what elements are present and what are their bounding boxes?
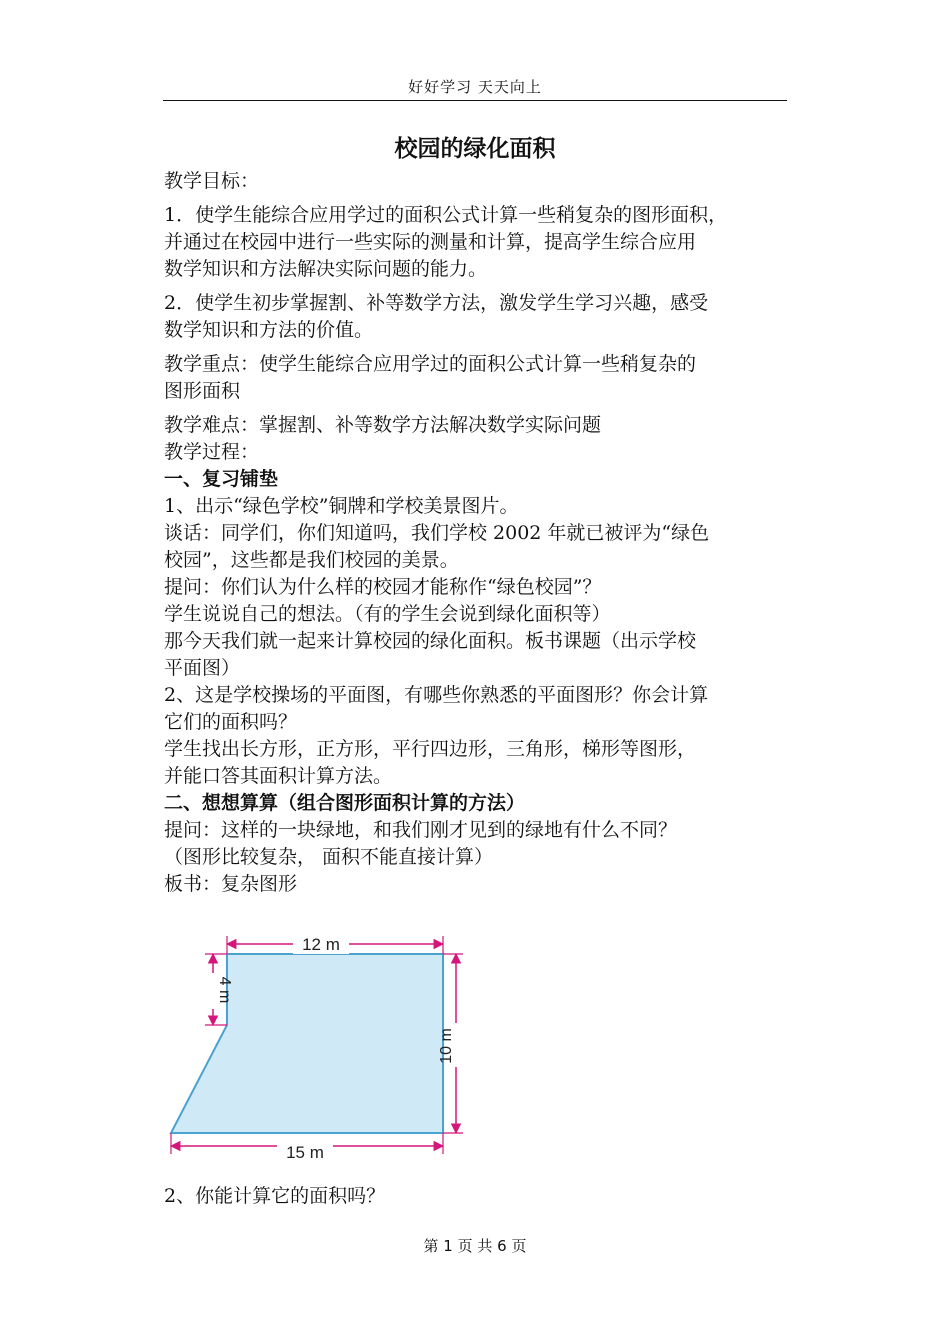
label-bottom-15m: 15 m <box>286 1143 324 1162</box>
s1-para4: 学生说说自己的想法。（有的学生会说到绿化面积等） <box>164 603 611 625</box>
s1-para2-line2: 校园”，这些都是我们校园的美景。 <box>164 549 459 571</box>
s1-para2-line1: 谈话：同学们，你们知道吗，我们学校 2002 年就已被评为“绿色 <box>164 522 710 544</box>
s1-para7-line2: 并能口答其面积计算方法。 <box>164 765 393 787</box>
label-top-12m: 12 m <box>302 935 340 954</box>
s1-para6-line1: 2、这是学校操场的平面图，有哪些你熟悉的平面图形？你会计算 <box>164 684 709 706</box>
goal2-line1: 2．使学生初步掌握割、补等数学方法，激发学生学习兴趣，感受 <box>164 292 709 314</box>
s2-para3: 板书：复杂图形 <box>164 873 298 895</box>
difficulty: 教学难点：掌握割、补等数学方法解决数学实际问题 <box>164 414 602 436</box>
s1-para7-line1: 学生找出长方形，正方形，平行四边形，三角形，梯形等图形， <box>164 738 697 760</box>
s1-para3: 提问：你们认为什么样的校园才能称作“绿色校园”？ <box>164 576 602 598</box>
label-left-4m: 4 m <box>216 976 233 1004</box>
page-header: 好好学习 天天向上 <box>408 78 542 96</box>
label-right-10m: 10 m <box>438 1028 455 1064</box>
goal1-line2: 并通过在校园中进行一些实际的测量和计算，提高学生综合应用 <box>164 231 697 253</box>
s1-para6-line2: 它们的面积吗？ <box>164 711 298 733</box>
key-point-line2: 图形面积 <box>164 380 241 402</box>
goal2-line2: 数学知识和方法的价值。 <box>164 319 374 341</box>
question-2: 2、你能计算它的面积吗？ <box>164 1185 386 1207</box>
s1-para5-line2: 平面图） <box>164 657 241 679</box>
process-label: 教学过程： <box>164 441 260 463</box>
section2-heading: 二、想想算算（组合图形面积计算的方法） <box>164 792 526 814</box>
figure-svg <box>165 928 475 1168</box>
goal1-line3: 数学知识和方法解决实际问题的能力。 <box>164 258 488 280</box>
page-footer: 第 1 页 共 6 页 <box>423 1237 527 1255</box>
s2-para1: 提问：这样的一块绿地，和我们刚才见到的绿地有什么不同？ <box>164 819 678 841</box>
page-title: 校园的绿化面积 <box>394 136 556 162</box>
document-body <box>164 168 796 898</box>
section1-heading: 一、复习铺垫 <box>164 468 279 490</box>
s1-para5-line1: 那今天我们就一起来计算校园的绿化面积。板书课题（出示学校 <box>164 630 697 652</box>
goals-label: 教学目标： <box>164 170 260 192</box>
goal1-line1: 1．使学生能综合应用学过的面积公式计算一些稍复杂的图形面积， <box>164 204 728 226</box>
composite-shape-figure <box>165 928 475 1168</box>
s1-para1: 1、出示“绿色学校”铜牌和学校美景图片。 <box>164 495 519 517</box>
s2-para2: （图形比较复杂， 面积不能直接计算） <box>164 846 494 868</box>
key-point-line1: 教学重点：使学生能综合应用学过的面积公式计算一些稍复杂的 <box>164 353 697 375</box>
header-rule <box>163 100 787 101</box>
